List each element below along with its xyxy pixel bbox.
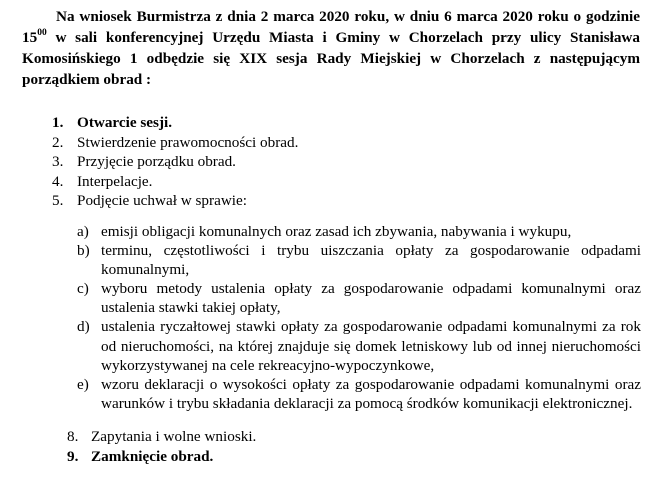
agenda-item-2 [52,133,642,153]
agenda-item-number: 9. [67,447,79,465]
resolution-item-c [77,279,641,317]
agenda-item-number: 8. [67,428,79,445]
resolution-letter: d) [77,318,90,336]
agenda-item-4 [52,172,642,192]
agenda-item-text: Zamknięcie obrad. [91,447,214,465]
resolution-item-a [77,222,641,241]
agenda-item-3 [52,152,642,172]
session-announcement [22,6,640,90]
resolutions-list [77,222,641,413]
agenda-item-9 [67,447,637,467]
resolution-letter: e) [77,375,89,393]
agenda-item-8 [67,427,637,447]
closing-agenda-list [67,427,637,466]
resolution-text: wzoru deklaracji o wysokości opłaty za gospodarowanie odpadami komunalnymi oraz warunków i trybu składania deklaracji za pomocą środków komunikacji elektronicznej. [101,375,641,412]
agenda-item-number: 1. [52,114,64,131]
agenda-list [52,113,642,211]
agenda-item-number: 2. [52,133,64,151]
resolution-text: terminu, częstotliwości i trybu uiszczania opłaty za gospodarowanie odpadami komunalnymi, [101,242,641,279]
resolution-text: emisji obligacji komunalnych oraz zasad ich zbywania, nabywania i wykupu, [101,223,572,240]
agenda-item-text: Stwierdzenie prawomocności obrad. [77,133,299,151]
announcement-text-end: w sali konferencyjnej Urzędu Miasta i Gminy w Chorzelach przy ulicy Stanisława Komosińskiego 1 odbędzie się XIX sesja Rady Miejskiej w Chorzelach z następującym porządkiem obrad : [22,29,640,88]
agenda-item-text: Otwarcie sesji. [77,114,173,131]
resolution-item-b [77,241,641,279]
resolution-letter: a) [77,223,89,240]
resolution-text: wyboru metody ustalenia opłaty za gospodarowanie odpadami komunalnymi oraz ustalenia stawki takiej opłaty, [101,280,641,317]
resolution-item-d [77,317,641,374]
agenda-item-1 [52,113,642,133]
announcement-text-start: Na wniosek Burmistrza z dnia 2 marca 2020 roku, w dniu 6 marca 2020 roku o godzinie 15 [22,8,640,46]
agenda-item-text: Interpelacje. [77,172,153,190]
agenda-item-text: Przyjęcie porządku obrad. [77,153,236,170]
hour-superscript: 00 [37,27,47,38]
agenda-item-text: Podjęcie uchwał w sprawie: [77,192,247,209]
agenda-item-text: Zapytania i wolne wnioski. [91,428,257,445]
agenda-item-number: 3. [52,153,64,170]
resolution-item-e [77,375,641,413]
agenda-item-number: 4. [52,172,64,190]
resolution-letter: c) [77,280,89,298]
resolution-letter: b) [77,242,90,260]
agenda-item-number: 5. [52,192,64,209]
agenda-item-5 [52,191,642,211]
resolution-text: ustalenia ryczałtowej stawki opłaty za gospodarowanie odpadami komunalnymi za rok od nieruchomości, na której znajduje się domek letniskowy lub od innej nieruchomości wykorzystywanej na cele rekreacyjno-wypoczynkowe, [101,318,641,374]
